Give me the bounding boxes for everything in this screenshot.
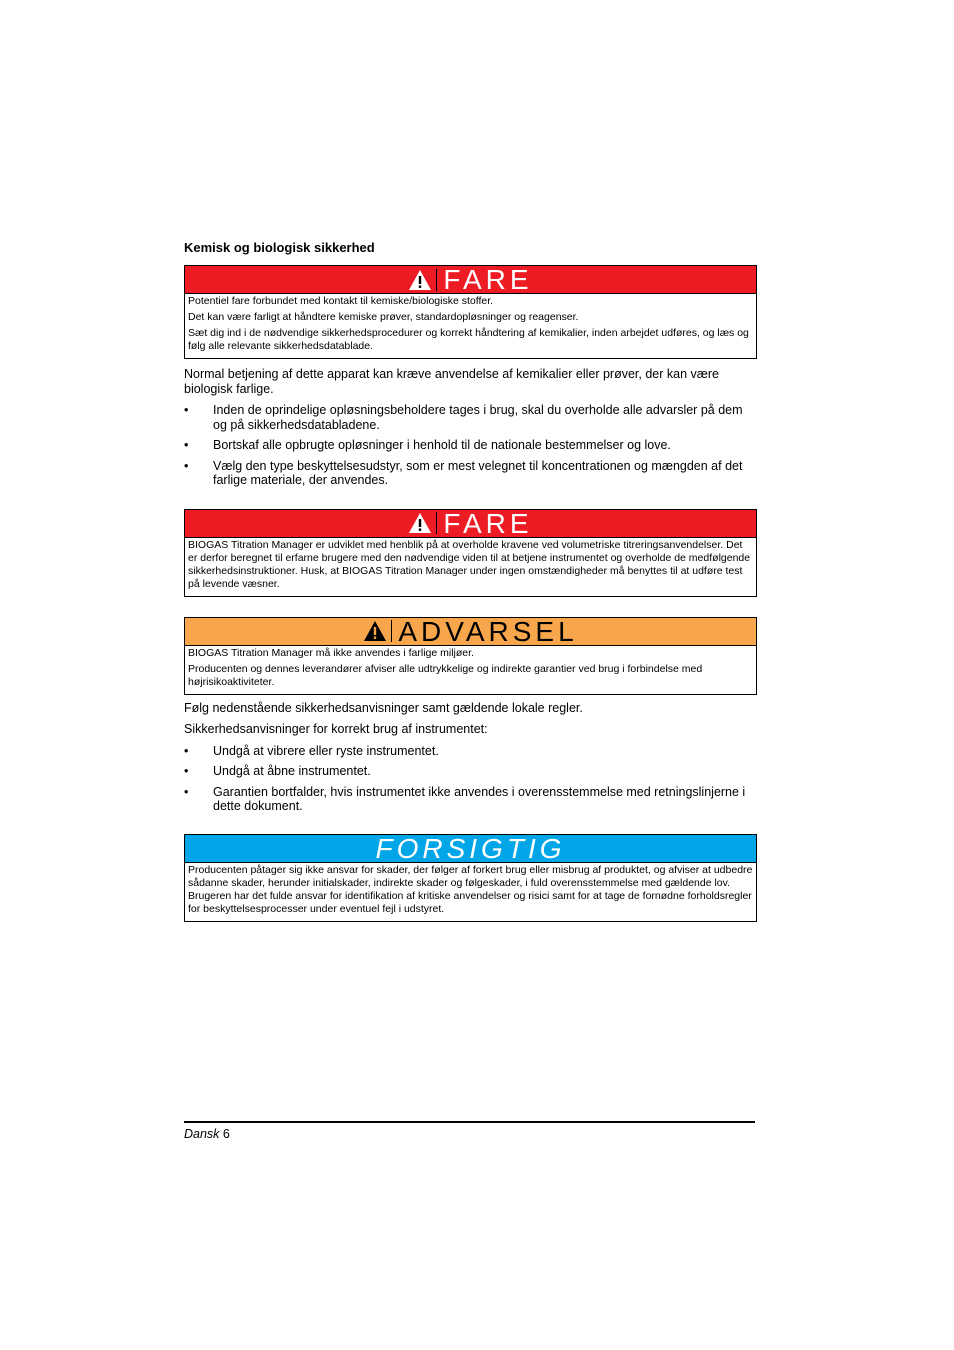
caution-header	[185, 832, 756, 864]
paragraph: Følg nedenstående sikkerhedsanvisninger samt gældende lokale regler.	[184, 700, 583, 715]
list-item: • Inden de oprindelige opløsningsbeholdere tages i brug, skal du overholde alle advarsler på dem og på sikkerhedsdatabladene.	[184, 403, 743, 432]
box-line: Producenten påtager sig ikke ansvar for skader, der følger af forkert brug eller misbrug af produktet, og afviser at udbedre sådanne skader, herunder initialskader, indirekte skader og følgeskader, i fuld overensstemmelse med gældende lov. Brugeren har det fulde ansvar for identifikation af kritiske anvendelser og risici samt for at tage de fornødne forholdsregler for beskyttelsesprocesser under eventuel fejl i udstyret.	[188, 863, 753, 915]
danger-body	[185, 538, 756, 596]
bullet-list-1	[184, 403, 757, 488]
danger-box-chemical	[184, 265, 757, 359]
warning-triangle-icon	[408, 512, 437, 534]
signal-word: FARE	[443, 507, 533, 539]
list-item: • Undgå at åbne instrumentet.	[184, 764, 371, 778]
warning-triangle-icon	[363, 620, 392, 642]
caution-body	[185, 863, 756, 921]
footer-language: Dansk	[184, 1127, 220, 1141]
box-line: BIOGAS Titration Manager må ikke anvendes i farlige miljøer.	[188, 646, 474, 659]
caution-box	[184, 834, 757, 922]
danger-header	[185, 266, 756, 294]
warning-triangle-icon	[408, 269, 437, 291]
page-footer	[184, 1127, 230, 1141]
page-number: 6	[222, 1127, 230, 1141]
page-content	[184, 240, 757, 922]
warning-box	[184, 617, 757, 695]
paragraph: Sikkerhedsanvisninger for korrekt brug af instrumentet:	[184, 722, 488, 736]
list-item: • Bortskaf alle opbrugte opløsninger i henhold til de nationale bestemmelser og love.	[184, 438, 671, 452]
danger-body	[185, 294, 756, 358]
box-line: BIOGAS Titration Manager er udviklet med henblik på at overholde kravene ved volumetriske titreringsanvendelser. Det er derfor beregnet til erfarne brugere med den nødvendige viden til at betjene instrumentet og overholde de medfølgende sikkerhedsinstruktioner. Husk, at BIOGAS Titration Manager under ingen omstændigheder må benyttes til at udføre test på levende væsner.	[188, 538, 751, 590]
list-item: • Undgå at vibrere eller ryste instrumentet.	[184, 743, 439, 758]
signal-word: FORSIGTIG	[375, 832, 566, 864]
signal-word: FARE	[443, 264, 533, 295]
warning-header	[185, 615, 756, 647]
danger-box-usage	[184, 509, 757, 597]
list-item: • Garantien bortfalder, hvis instrumentet ikke anvendes i overensstemmelse med retningslinjerne i dette dokument.	[184, 784, 746, 813]
warning-body	[185, 646, 756, 694]
footer-divider	[184, 1121, 755, 1123]
danger-header	[185, 507, 756, 539]
bullet-list-2	[184, 744, 757, 814]
box-line: Sæt dig ind i de nødvendige sikkerhedsprocedurer og korrekt håndtering af kemikalier, inden arbejdet udføres, og læs og følg alle relevante sikkerhedsdatablade.	[188, 327, 749, 352]
intro-paragraph: Normal betjening af dette apparat kan kræve anvendelse af kemikalier eller prøver, der kan være biologisk farlige.	[184, 367, 719, 396]
list-item: • Vælg den type beskyttelsesudstyr, som er mest velegnet til koncentrationen og mængden af det farlige materiale, der anvendes.	[184, 458, 743, 487]
signal-word: ADVARSEL	[398, 615, 578, 647]
section-heading: Kemisk og biologisk sikkerhed	[184, 240, 375, 255]
box-line: Det kan være farligt at håndtere kemiske prøver, standardopløsninger og reagenser.	[188, 311, 579, 323]
box-line: Potentiel fare forbundet med kontakt til kemiske/biologiske stoffer.	[188, 295, 494, 307]
box-line: Producenten og dennes leverandører afviser alle udtrykkelige og indirekte garantier ved brug i forbindelse med højrisikoaktiviteter.	[188, 662, 703, 688]
